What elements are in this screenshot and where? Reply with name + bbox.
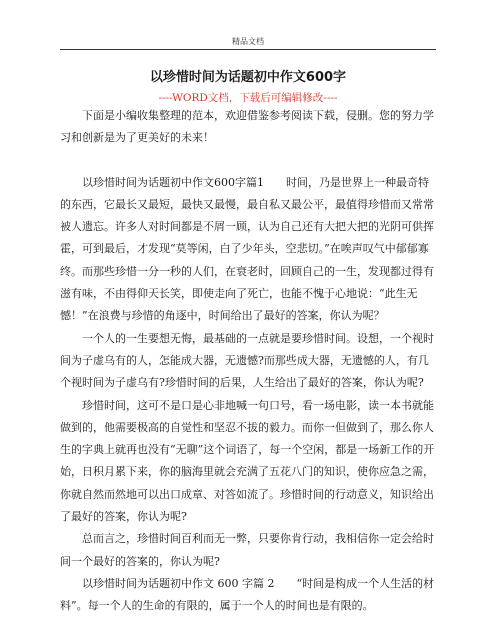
edit-notice: ----WORD文档，下载后可编辑修改---- [158,92,338,104]
intro-paragraph: 下面是小编收集整理的范本，欢迎借鉴参考阅读下载，侵删。您的努力学习和创新是为了更美好的未来！ [60,109,434,145]
essay-paragraph: 总而言之，珍惜时间百利而无一弊，只要你肯行动，我相信你一定会给时间一个最好的答案的，你认为呢? [60,532,434,568]
essay-paragraph: 以珍惜时间为话题初中作文 600 字篇 2 “时间是构成一个人生活的材料”。每一个人的生命的有限的，属于一个人的时间也是有限的。 [60,576,435,613]
essay-paragraph: 一个人的一生要想无悔，最基础的一点就是要珍惜时间。设想，一个视时间为子虚乌有的人，怎能成大器，无遗憾?而那些成大器，无遗憾的人，有几个视时间为子虚乌有?珍惜时间的后果，人生给出了最好的答案，你认为呢? [60,331,434,390]
page-header-label: 精品文档 [232,37,264,46]
header-divider [60,49,436,50]
essay-paragraph: 珍惜时间，这可不是口是心非地喊一句口号，看一场电影，读一本书就能做到的，他需要极高的自觉性和坚忍不拔的毅力。而你一但做到了，那么你人生的字典上就再也没有“无聊”这个词语了，每一个空闲，都是一场新工作的开始，日积月累下来，你的脑海里就会充满了五花八门的知识，使你应急之需，你就自然而然地可以出口成章、对答如流了。珍惜时间的行动意义，知识给出了最好的答案，你认为呢? [60,398,435,524]
document-body [60,105,436,618]
essay-paragraph: 以珍惜时间为话题初中作文600字篇1 时间，乃是世界上一种最奇特的东西，它最长又最短，最快又最慢，最自私又最公平，最值得珍惜而又常常被人遗忘。许多人对时间都是不屑一顾，认为自己还有大把大把的光阴可供挥霍，可到最后，才发现“莫等闲，白了少年头，空悲切。”在唉声叹气中郁郁寡终。而那些珍惜一分一秒的人们，在衰老时，回顾自己的一生，发现都过得有滋有味，不由得仰天长笑，即使走向了死亡，也能不愧于心地说：“此生无憾！”在浪费与珍惜的角逐中，时间给出了最好的答案，你认为呢？ [60,175,434,323]
document-title: 以珍惜时间为话题初中作文600字 [149,70,347,85]
paragraph-spacer [60,150,436,172]
